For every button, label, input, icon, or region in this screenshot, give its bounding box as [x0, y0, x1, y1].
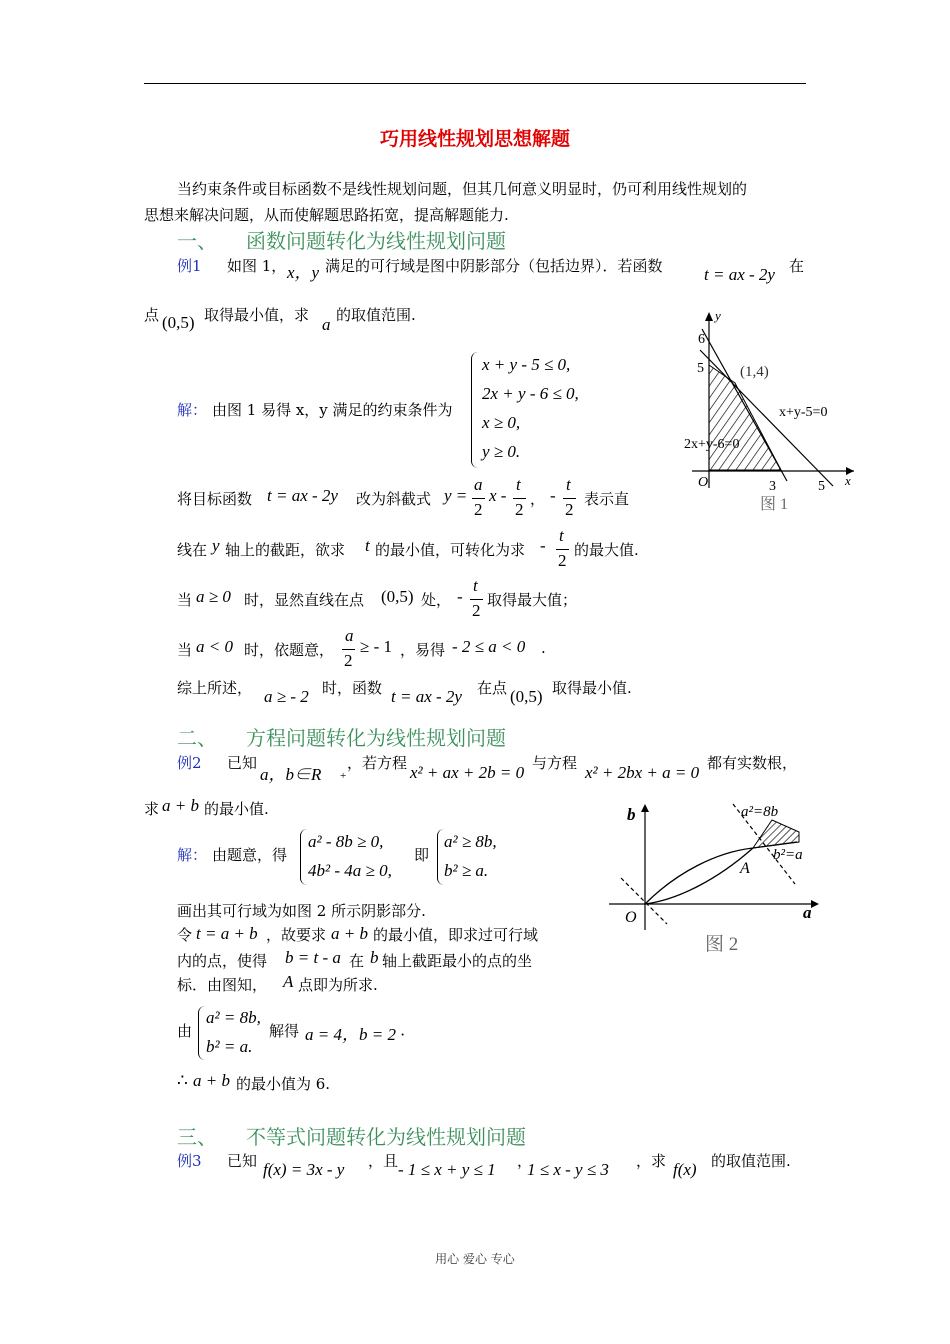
ex1-p2-text-3: 的最小值，可转化为求 [375, 541, 526, 559]
ex1-p3-text-1: 当 [177, 591, 193, 609]
ex2-conc-sum: a + b [193, 1071, 230, 1090]
system-brace [471, 352, 478, 468]
ex2-p2-text-3: 的最小值，即求过可行域 [373, 926, 539, 944]
ex2-p2-text-2: ，故要求 [266, 926, 327, 944]
ex2-p1: 画出其可行域为如图 2 所示阴影部分. [177, 902, 426, 920]
ex2-p3-text-3: 轴上截距最小的点的坐 [382, 952, 533, 970]
feasible-region [709, 365, 781, 470]
ex2-p2-t: t = a + b [196, 924, 258, 943]
system-brace [198, 1006, 205, 1060]
frac-bar [513, 498, 526, 499]
a-axis-label: a [803, 903, 812, 922]
ex2-vars: a，b∈R [260, 765, 322, 784]
ex1-text-5: 取得最小值，求 [204, 306, 310, 324]
figure-1 [678, 308, 860, 518]
section-3-number: 三、 [177, 1125, 217, 1149]
ex1-p3-text-4: 取得最大值； [487, 591, 578, 609]
ex2-solution-text: 由题意，得 [212, 846, 288, 864]
ex2-p3-text-1: 内的点，使得 [177, 952, 268, 970]
ex2-p3-text-2: 在 [349, 952, 365, 970]
ex1-p4-text-2: 时，依题意， [244, 641, 335, 659]
ex1-text-3: 在 [789, 257, 805, 275]
b-axis-arrow-icon [641, 804, 649, 812]
ex1-point: (0,5) [162, 313, 195, 332]
ex2-eq-1: x² + ax + 2b = 0 [410, 763, 525, 782]
curve-a-squared-8b [645, 848, 753, 904]
ex1-solution-label: 解： [177, 401, 208, 419]
ex1-p1-x: x - [489, 486, 507, 505]
frac-a-num: a [474, 475, 483, 494]
frac-a-num: a [345, 626, 354, 645]
ex3-function: f(x) = 3x - y [263, 1160, 345, 1179]
ex1-p2-t: t [365, 536, 370, 555]
origin-label: O [698, 475, 709, 490]
ex2-system-3-row: b² = a. [206, 1037, 253, 1056]
ex1-text-6: 的取值范围. [336, 306, 416, 324]
ex2-you: 由 [177, 1022, 193, 1040]
constraint-1: x + y - 5 ≤ 0, [482, 355, 571, 374]
b-axis-label: b [627, 805, 636, 824]
frac-t-num: t [473, 576, 478, 595]
ex1-p3-text-3: 处， [421, 591, 452, 609]
section-1-title: 函数问题转化为线性规划问题 [246, 229, 506, 253]
line-label-2: 2x+y-6=0 [684, 437, 740, 452]
intro-line-1: 当约束条件或目标函数不是线性规划问题，但其几何意义明显时，仍可利用线性规划的 [177, 180, 748, 198]
ex2-text-2: ，若方程 [347, 754, 408, 772]
ex1-solution-text: 由图 1 易得 x，y 满足的约束条件为 [212, 401, 453, 419]
ex1-a: a [322, 315, 331, 334]
system-brace [437, 829, 444, 885]
ex1-p1-text-1: 将目标函数 [177, 490, 253, 508]
ex2-text-1: 已知 [227, 754, 258, 772]
frac-t-num: t [516, 475, 521, 494]
ex3-ineq-2: 1 ≤ x - y ≤ 3 [527, 1160, 609, 1179]
ex1-text-4: 点 [144, 306, 160, 324]
ex3-ineq-1: - 1 ≤ x + y ≤ 1 [398, 1160, 496, 1179]
figure-2 [607, 800, 822, 960]
minus-sign: - [457, 587, 463, 606]
ex2-system-2-row: b² ≥ a. [444, 861, 489, 880]
frac-bar [472, 498, 485, 499]
y-axis-label: y [715, 308, 721, 323]
figure-2-caption: 图 2 [705, 934, 739, 955]
ex1-p2-text-2: 轴上的截距，欲求 [225, 541, 346, 559]
ex2-p4-text-1: 标．由图知， [177, 976, 268, 994]
ex1-p3-text-2: 时，显然直线在点 [244, 591, 365, 609]
tick-3: 3 [769, 479, 776, 494]
ex2-ji: 即 [414, 846, 430, 864]
minus-sign: - [540, 536, 546, 555]
tick-6: 6 [698, 332, 705, 347]
ex1-p5-text-4: 取得最小值. [552, 679, 632, 697]
ex2-text-5: 求 [144, 800, 160, 818]
ex3-fx: f(x) [673, 1160, 697, 1179]
curve-2-label: b²=a [773, 847, 803, 863]
ex2-system-1-row: a² - 8b ≥ 0, [308, 832, 384, 851]
ex3-text-5: 的取值范围. [711, 1152, 791, 1170]
ex2-text-3: 与方程 [532, 754, 578, 772]
feasible-region [753, 820, 799, 848]
section-2-title: 方程问题转化为线性规划问题 [246, 726, 506, 750]
system-brace [300, 829, 307, 885]
ex3-text-1: 已知 [227, 1152, 258, 1170]
ex1-p1-text-3: 表示直 [584, 490, 630, 508]
page-footer: 用心 爱心 专心 [435, 1252, 515, 1266]
minus-sign: - [550, 486, 556, 505]
ex2-system-2 [444, 827, 497, 885]
section-2-number: 二、 [177, 726, 217, 750]
ex2-jiede: 解得 [269, 1022, 300, 1040]
y-axis-arrow-icon [705, 312, 713, 321]
constraint-2: 2x + y - 6 ≤ 0, [482, 384, 579, 403]
ex1-p5-text-2: 时，函数 [322, 679, 383, 697]
ex1-p5-objective: t = ax - 2y [391, 687, 462, 706]
section-1-number: 一、 [177, 229, 217, 253]
ex1-p1-text-2: 改为斜截式 [356, 490, 432, 508]
example-3-label: 例3 [177, 1152, 202, 1170]
ex1-text-2: 满足的可行域是图中阴影部分（包括边界）．若函数 [325, 257, 663, 275]
frac-bar [563, 498, 576, 499]
ex2-p2-text-1: 令 [177, 926, 193, 944]
example-2-label: 例2 [177, 754, 202, 772]
header-rule [144, 83, 806, 84]
frac-bar [556, 549, 569, 550]
curve-1-label: a²=8b [741, 804, 779, 820]
ex1-p5-text-1: 综上所述， [177, 679, 253, 697]
frac-bar [470, 599, 483, 600]
constraint-4: y ≥ 0. [482, 442, 521, 461]
ex1-objective: t = ax - 2y [704, 265, 775, 284]
page-title: 巧用线性规划思想解题 [379, 128, 570, 150]
point-a-label: A [740, 860, 750, 877]
ex1-p4-cond: a < 0 [196, 637, 233, 656]
ex3-text-2: ，且 [368, 1152, 399, 1170]
ex2-text-4: 都有实数根， [707, 754, 798, 772]
frac-bar [342, 649, 355, 650]
frac-a-den: 2 [474, 500, 483, 519]
ex2-p4-a: A [283, 972, 294, 991]
constraint-3: x ≥ 0, [482, 413, 521, 432]
intro-line-2: 思想来解决问题，从而使解题思路拓宽，提高解题能力. [144, 206, 509, 224]
ex1-p4-range: - 2 ≤ a < 0 [452, 637, 526, 656]
frac-t-den: 2 [565, 500, 574, 519]
ex1-p5-text-3: 在点 [477, 679, 508, 697]
ex2-sum: a + b [162, 796, 199, 815]
tick-5: 5 [697, 361, 704, 376]
ex2-text-6: 的最小值. [204, 800, 269, 818]
ex2-system-3 [206, 1003, 261, 1061]
ex2-solution-label: 解： [177, 846, 208, 864]
ex2-system-1-row: 4b² - 4a ≥ 0, [308, 861, 392, 880]
frac-t-num: t [566, 475, 571, 494]
ex1-p3-point: (0,5) [381, 587, 414, 606]
ex1-p5-cond: a ≥ - 2 [264, 687, 309, 706]
ex1-p2-y: y [212, 536, 220, 555]
example-1-label: 例1 [177, 257, 202, 275]
ex1-p4-ineq: ≥ - 1 [360, 637, 392, 656]
ex2-system-2-row: a² ≥ 8b, [444, 832, 497, 851]
ex2-p2-sum: a + b [331, 924, 368, 943]
ex2-eq-2: x² + 2bx + a = 0 [585, 763, 700, 782]
ex2-system-3-row: a² = 8b, [206, 1008, 261, 1027]
tick-x5: 5 [818, 479, 825, 494]
ex1-p1-y: y = [444, 486, 468, 505]
ex2-conclusion: 的最小值为 6. [236, 1075, 331, 1093]
ex1-p4-text-1: 当 [177, 641, 193, 659]
origin-label: O [625, 909, 637, 926]
ex1-p4-period: . [541, 639, 546, 657]
section-3-title: 不等式问题转化为线性规划问题 [246, 1125, 526, 1149]
frac-a-den: 2 [344, 651, 353, 670]
ex2-p4-text-2: 点即为所求. [298, 976, 378, 994]
ex1-p1-objective: t = ax - 2y [267, 486, 338, 505]
vertex-label: (1,4) [740, 364, 769, 380]
frac-t-den: 2 [472, 601, 481, 620]
ex1-p1-comma: ， [530, 490, 546, 508]
ex2-system-1 [308, 827, 392, 885]
frac-t-num: t [559, 526, 564, 545]
ex1-p2-text-4: 的最大值. [574, 541, 639, 559]
x-axis-label: x [845, 473, 851, 488]
ex1-p4-text-3: ，易得 [400, 641, 446, 659]
ex3-text-4: ，求 [636, 1152, 667, 1170]
ex1-text-1: 如图 1， [227, 257, 287, 275]
constraint-system [482, 350, 579, 466]
ex1-p5-point: (0,5) [510, 687, 543, 706]
ex2-result: a = 4，b = 2 · [305, 1025, 405, 1044]
ex1-p3-cond: a ≥ 0 [196, 587, 231, 606]
therefore-symbol: ∴ [177, 1071, 188, 1090]
frac-t-den: 2 [558, 551, 567, 570]
ex1-p2-text-1: 线在 [177, 541, 208, 559]
a-axis-arrow-icon [811, 900, 819, 908]
figure-1-caption: 图 1 [760, 496, 789, 513]
line-label-1: x+y-5=0 [779, 405, 828, 420]
ex2-p3-line: b = t - a [285, 948, 341, 967]
ex2-plus-sub: + [340, 770, 347, 782]
ex2-p3-b: b [370, 948, 379, 967]
ex3-text-3: ， [517, 1152, 533, 1170]
ex1-vars: x，y [287, 263, 320, 282]
frac-t-den: 2 [515, 500, 524, 519]
